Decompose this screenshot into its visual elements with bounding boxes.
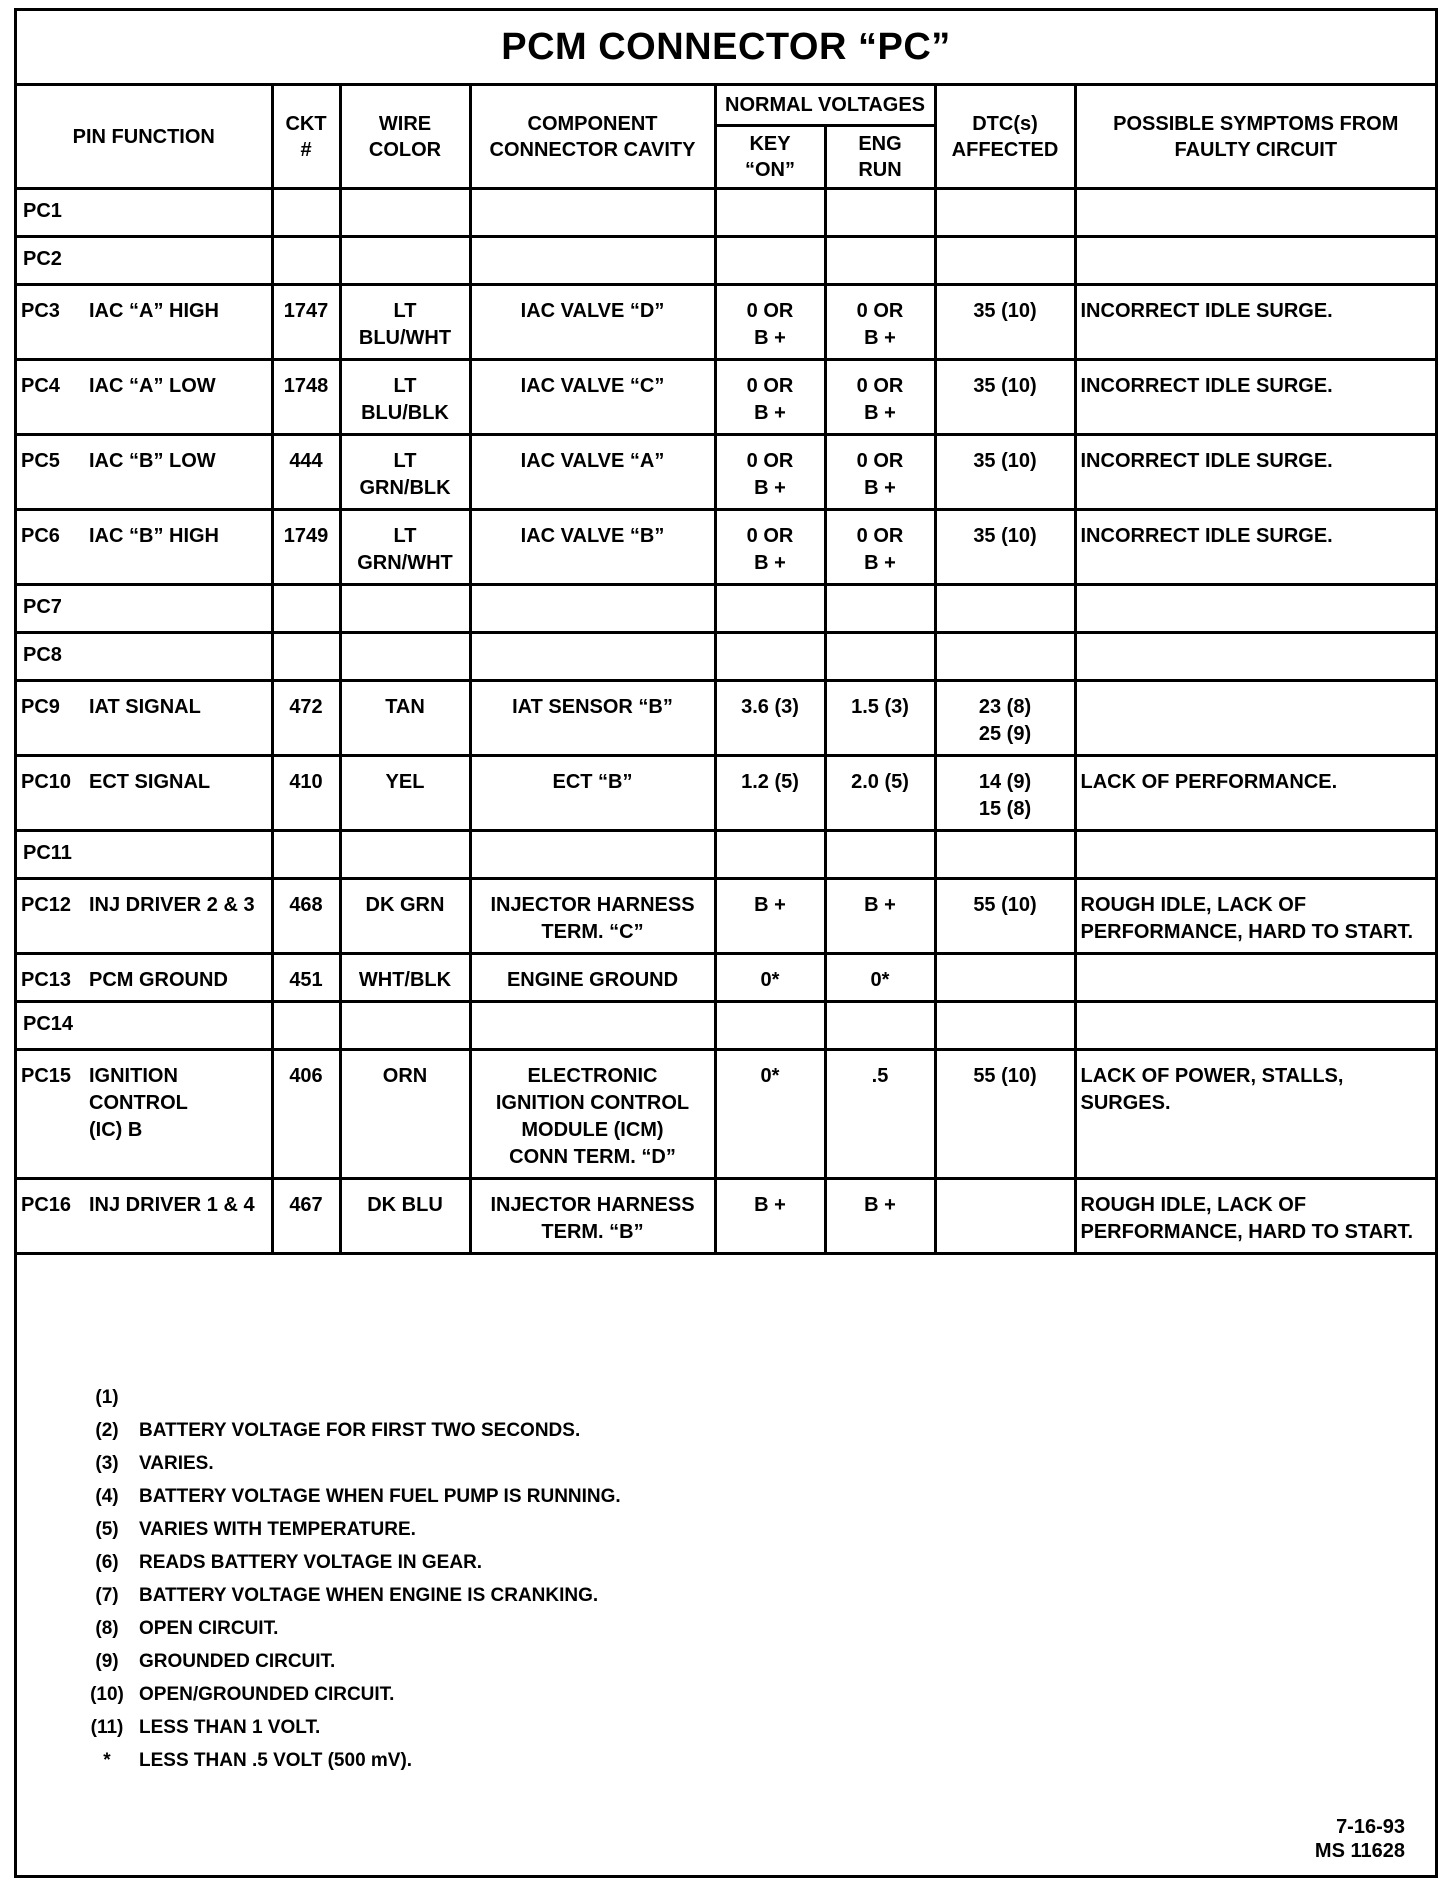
footnote-text: VARIES. (139, 1453, 214, 1474)
footnote-number: (3) (95, 1453, 119, 1474)
table-row (17, 435, 1435, 510)
header-wire-color: WIRE COLOR (340, 86, 470, 189)
footer-date: 7-16-93 (1336, 1816, 1405, 1838)
footer-code: MS 11628 (1314, 1840, 1405, 1862)
dtc-cell (935, 954, 1075, 1002)
pin-cell (17, 954, 272, 1002)
pin-cell (17, 1002, 272, 1050)
pin-id: PC10 (21, 771, 72, 793)
footnote (75, 1480, 621, 1513)
footnote (75, 1612, 621, 1645)
key-on-cell: 0 OR B + (715, 360, 825, 435)
eng-run-cell: .5 (825, 1050, 935, 1179)
ckt-cell: 410 (272, 756, 340, 831)
ckt-cell (272, 1002, 340, 1050)
dtc-cell: 23 (8) 25 (9) (935, 681, 1075, 756)
dtc-cell: 35 (10) (935, 510, 1075, 585)
footnote (75, 1678, 621, 1711)
ckt-cell (272, 585, 340, 633)
eng-run-cell (825, 189, 935, 237)
footnote (75, 1447, 621, 1480)
component-cell (470, 831, 715, 879)
wire-color-cell (340, 831, 470, 879)
key-on-cell (715, 831, 825, 879)
footnote (75, 1711, 621, 1744)
connector-table (17, 86, 1435, 1255)
wire-color-cell (340, 237, 470, 285)
pin-cell (17, 831, 272, 879)
footnotes (75, 1381, 621, 1777)
dtc-cell (935, 633, 1075, 681)
wire-color-cell: DK BLU (340, 1179, 470, 1254)
wire-color-cell: LT GRN/BLK (340, 435, 470, 510)
footnote-text: OPEN CIRCUIT. (139, 1618, 279, 1639)
footnote-text (139, 1381, 621, 1414)
key-on-cell: 0 OR B + (715, 510, 825, 585)
eng-run-cell: 0 OR B + (825, 510, 935, 585)
pin-id: PC8 (23, 644, 62, 666)
dtc-cell (935, 1002, 1075, 1050)
symptoms-cell (1075, 237, 1435, 285)
key-on-cell: B + (715, 879, 825, 954)
footnote-number: (2) (95, 1420, 119, 1441)
dtc-cell: 35 (10) (935, 435, 1075, 510)
header-symptoms: POSSIBLE SYMPTOMS FROM FAULTY CIRCUIT (1075, 86, 1435, 189)
key-on-cell: 3.6 (3) (715, 681, 825, 756)
eng-run-cell (825, 237, 935, 285)
wire-color-cell (340, 189, 470, 237)
pin-function: INJ DRIVER 2 & 3 (89, 894, 255, 916)
footnote-text: BATTERY VOLTAGE WHEN FUEL PUMP IS RUNNING. (139, 1486, 621, 1507)
pin-id: PC16 (21, 1194, 72, 1216)
wire-color-cell (340, 1002, 470, 1050)
symptoms-cell (1075, 1002, 1435, 1050)
ckt-cell (272, 237, 340, 285)
eng-run-cell: B + (825, 879, 935, 954)
pin-id: PC11 (23, 842, 72, 864)
header-component: COMPONENT CONNECTOR CAVITY (470, 86, 715, 189)
footnote-number: (9) (95, 1651, 119, 1672)
table-row (17, 585, 1435, 633)
component-cell (470, 585, 715, 633)
pin-id: PC7 (23, 596, 62, 618)
footnote (75, 1744, 621, 1777)
footnote-number: (10) (90, 1684, 124, 1705)
table-row (17, 954, 1435, 1002)
component-cell (470, 237, 715, 285)
footnote-text: GROUNDED CIRCUIT. (139, 1651, 336, 1672)
header-pin-function: PIN FUNCTION (17, 86, 272, 189)
footnote-text: LESS THAN .5 VOLT (500 mV). (139, 1750, 413, 1771)
footnote-text: READS BATTERY VOLTAGE IN GEAR. (139, 1552, 483, 1573)
footnote (75, 1513, 621, 1546)
eng-run-cell: 0 OR B + (825, 285, 935, 360)
component-cell (470, 1002, 715, 1050)
table-row (17, 681, 1435, 756)
wire-color-cell: YEL (340, 756, 470, 831)
dtc-cell (935, 237, 1075, 285)
wire-color-cell: ORN (340, 1050, 470, 1179)
document-sheet (14, 8, 1438, 1878)
footnote-text: BATTERY VOLTAGE WHEN ENGINE IS CRANKING. (139, 1585, 599, 1606)
symptoms-cell (1075, 585, 1435, 633)
key-on-cell (715, 237, 825, 285)
footnote-number: (11) (90, 1717, 124, 1738)
pin-id: PC15 (21, 1065, 72, 1087)
footnote-text: VARIES WITH TEMPERATURE. (139, 1519, 416, 1540)
symptoms-cell: INCORRECT IDLE SURGE. (1075, 285, 1435, 360)
pin-function: ECT SIGNAL (89, 771, 211, 793)
table-row (17, 510, 1435, 585)
key-on-cell (715, 585, 825, 633)
table-row (17, 237, 1435, 285)
table-row (17, 756, 1435, 831)
header-normal-voltages: NORMAL VOLTAGES (715, 86, 935, 126)
eng-run-cell: 0 OR B + (825, 360, 935, 435)
footnote-text: BATTERY VOLTAGE FOR FIRST TWO SECONDS. (139, 1420, 581, 1441)
wire-color-cell: WHT/BLK (340, 954, 470, 1002)
wire-color-cell: LT BLU/WHT (340, 285, 470, 360)
pin-function: IAC “A” HIGH (89, 300, 219, 322)
ckt-cell: 468 (272, 879, 340, 954)
symptoms-cell: INCORRECT IDLE SURGE. (1075, 360, 1435, 435)
table-row (17, 1050, 1435, 1179)
pin-cell (17, 189, 272, 237)
header-key-on: KEY “ON” (715, 126, 825, 189)
component-cell: IAC VALVE “B” (470, 510, 715, 585)
eng-run-cell: 0* (825, 954, 935, 1002)
pin-function: IAC “B” HIGH (89, 525, 219, 547)
ckt-cell: 1748 (272, 360, 340, 435)
symptoms-cell: ROUGH IDLE, LACK OF PERFORMANCE, HARD TO START. (1075, 1179, 1435, 1254)
pin-cell (17, 681, 272, 756)
symptoms-cell: INCORRECT IDLE SURGE. (1075, 510, 1435, 585)
dtc-cell: 55 (10) (935, 1050, 1075, 1179)
document-footer (1315, 1815, 1405, 1863)
pin-id: PC1 (23, 200, 62, 222)
component-cell: IAT SENSOR “B” (470, 681, 715, 756)
eng-run-cell (825, 1002, 935, 1050)
component-cell: ENGINE GROUND (470, 954, 715, 1002)
pin-cell (17, 633, 272, 681)
component-cell (470, 633, 715, 681)
wire-color-cell (340, 633, 470, 681)
table-row (17, 831, 1435, 879)
key-on-cell (715, 189, 825, 237)
symptoms-cell (1075, 681, 1435, 756)
wire-color-cell: DK GRN (340, 879, 470, 954)
pin-id: PC6 (21, 525, 60, 547)
key-on-cell (715, 633, 825, 681)
pin-function: INJ DRIVER 1 & 4 (89, 1194, 255, 1216)
pin-id: PC4 (21, 375, 60, 397)
footnote (75, 1579, 621, 1612)
table-row (17, 285, 1435, 360)
footnote-number: * (103, 1750, 111, 1771)
header-dtc: DTC(s) AFFECTED (935, 86, 1075, 189)
footnote-number: (7) (95, 1585, 119, 1606)
pin-id: PC2 (23, 248, 62, 270)
wire-color-cell: TAN (340, 681, 470, 756)
pin-function: IAC “B” LOW (89, 450, 216, 472)
pin-cell (17, 510, 272, 585)
dtc-cell (935, 831, 1075, 879)
pin-id: PC13 (21, 969, 72, 991)
eng-run-cell (825, 585, 935, 633)
pin-function: PCM GROUND (89, 969, 228, 991)
pin-id: PC3 (21, 300, 60, 322)
eng-run-cell: 0 OR B + (825, 435, 935, 510)
table-row (17, 189, 1435, 237)
ckt-cell (272, 831, 340, 879)
pin-function (91, 642, 271, 669)
pin-cell (17, 1050, 272, 1179)
key-on-cell: 0* (715, 1050, 825, 1179)
pin-id: PC14 (23, 1013, 74, 1035)
symptoms-cell (1075, 633, 1435, 681)
symptoms-cell (1075, 954, 1435, 1002)
footnote-number: (6) (95, 1552, 119, 1573)
footnote (75, 1414, 621, 1447)
pin-function (91, 840, 271, 867)
footnote-number: (4) (95, 1486, 119, 1507)
pin-function: IGNITION CONTROL (IC) B (89, 1065, 188, 1141)
wire-color-cell: LT BLU/BLK (340, 360, 470, 435)
key-on-cell: 1.2 (5) (715, 756, 825, 831)
pin-function (91, 198, 271, 225)
table-row (17, 360, 1435, 435)
ckt-cell: 472 (272, 681, 340, 756)
header-ckt: CKT # (272, 86, 340, 189)
eng-run-cell: B + (825, 1179, 935, 1254)
component-cell: ECT “B” (470, 756, 715, 831)
symptoms-cell: INCORRECT IDLE SURGE. (1075, 435, 1435, 510)
pin-cell (17, 879, 272, 954)
component-cell (470, 189, 715, 237)
ckt-cell: 406 (272, 1050, 340, 1179)
footnote-text: LESS THAN 1 VOLT. (139, 1717, 321, 1738)
symptoms-cell: LACK OF PERFORMANCE. (1075, 756, 1435, 831)
ckt-cell (272, 189, 340, 237)
dtc-cell (935, 585, 1075, 633)
key-on-cell (715, 1002, 825, 1050)
component-cell: IAC VALVE “D” (470, 285, 715, 360)
page-title: PCM CONNECTOR “PC” (17, 11, 1435, 86)
dtc-cell: 35 (10) (935, 360, 1075, 435)
pin-cell (17, 585, 272, 633)
component-cell: INJECTOR HARNESS TERM. “C” (470, 879, 715, 954)
footnote-text: OPEN/GROUNDED CIRCUIT. (139, 1684, 395, 1705)
pin-function (91, 246, 271, 273)
wire-color-cell (340, 585, 470, 633)
footnote-number: (5) (95, 1519, 119, 1540)
ckt-cell: 1749 (272, 510, 340, 585)
table-row (17, 633, 1435, 681)
pin-id: PC12 (21, 894, 72, 916)
eng-run-cell (825, 831, 935, 879)
component-cell: ELECTRONIC IGNITION CONTROL MODULE (ICM) CONN TERM. “D” (470, 1050, 715, 1179)
pin-function (91, 594, 271, 621)
pin-id: PC5 (21, 450, 60, 472)
ckt-cell: 444 (272, 435, 340, 510)
footnote (75, 1381, 621, 1414)
header-eng-run: ENG RUN (825, 126, 935, 189)
table-body (17, 189, 1435, 1254)
pin-cell (17, 435, 272, 510)
footnote-number: (1) (95, 1387, 119, 1408)
pin-cell (17, 360, 272, 435)
pin-function: IAT SIGNAL (89, 696, 201, 718)
symptoms-cell (1075, 189, 1435, 237)
pin-cell (17, 1179, 272, 1254)
component-cell: IAC VALVE “A” (470, 435, 715, 510)
dtc-cell: 35 (10) (935, 285, 1075, 360)
table-row (17, 1179, 1435, 1254)
ckt-cell: 1747 (272, 285, 340, 360)
eng-run-cell: 2.0 (5) (825, 756, 935, 831)
key-on-cell: B + (715, 1179, 825, 1254)
dtc-cell (935, 189, 1075, 237)
pin-function: IAC “A” LOW (89, 375, 216, 397)
dtc-cell: 55 (10) (935, 879, 1075, 954)
eng-run-cell (825, 633, 935, 681)
dtc-cell (935, 1179, 1075, 1254)
footnote-number: (8) (95, 1618, 119, 1639)
ckt-cell (272, 633, 340, 681)
pin-function (91, 1011, 271, 1038)
component-cell: IAC VALVE “C” (470, 360, 715, 435)
pin-id: PC9 (21, 696, 60, 718)
table-row (17, 1002, 1435, 1050)
eng-run-cell: 1.5 (3) (825, 681, 935, 756)
ckt-cell: 467 (272, 1179, 340, 1254)
dtc-cell: 14 (9) 15 (8) (935, 756, 1075, 831)
pin-cell (17, 756, 272, 831)
component-cell: INJECTOR HARNESS TERM. “B” (470, 1179, 715, 1254)
symptoms-cell: ROUGH IDLE, LACK OF PERFORMANCE, HARD TO START. (1075, 879, 1435, 954)
key-on-cell: 0* (715, 954, 825, 1002)
pin-cell (17, 237, 272, 285)
ckt-cell: 451 (272, 954, 340, 1002)
key-on-cell: 0 OR B + (715, 435, 825, 510)
pin-cell (17, 285, 272, 360)
key-on-cell: 0 OR B + (715, 285, 825, 360)
footnote (75, 1546, 621, 1579)
table-row (17, 879, 1435, 954)
wire-color-cell: LT GRN/WHT (340, 510, 470, 585)
footnote (75, 1645, 621, 1678)
symptoms-cell (1075, 831, 1435, 879)
symptoms-cell: LACK OF POWER, STALLS, SURGES. (1075, 1050, 1435, 1179)
